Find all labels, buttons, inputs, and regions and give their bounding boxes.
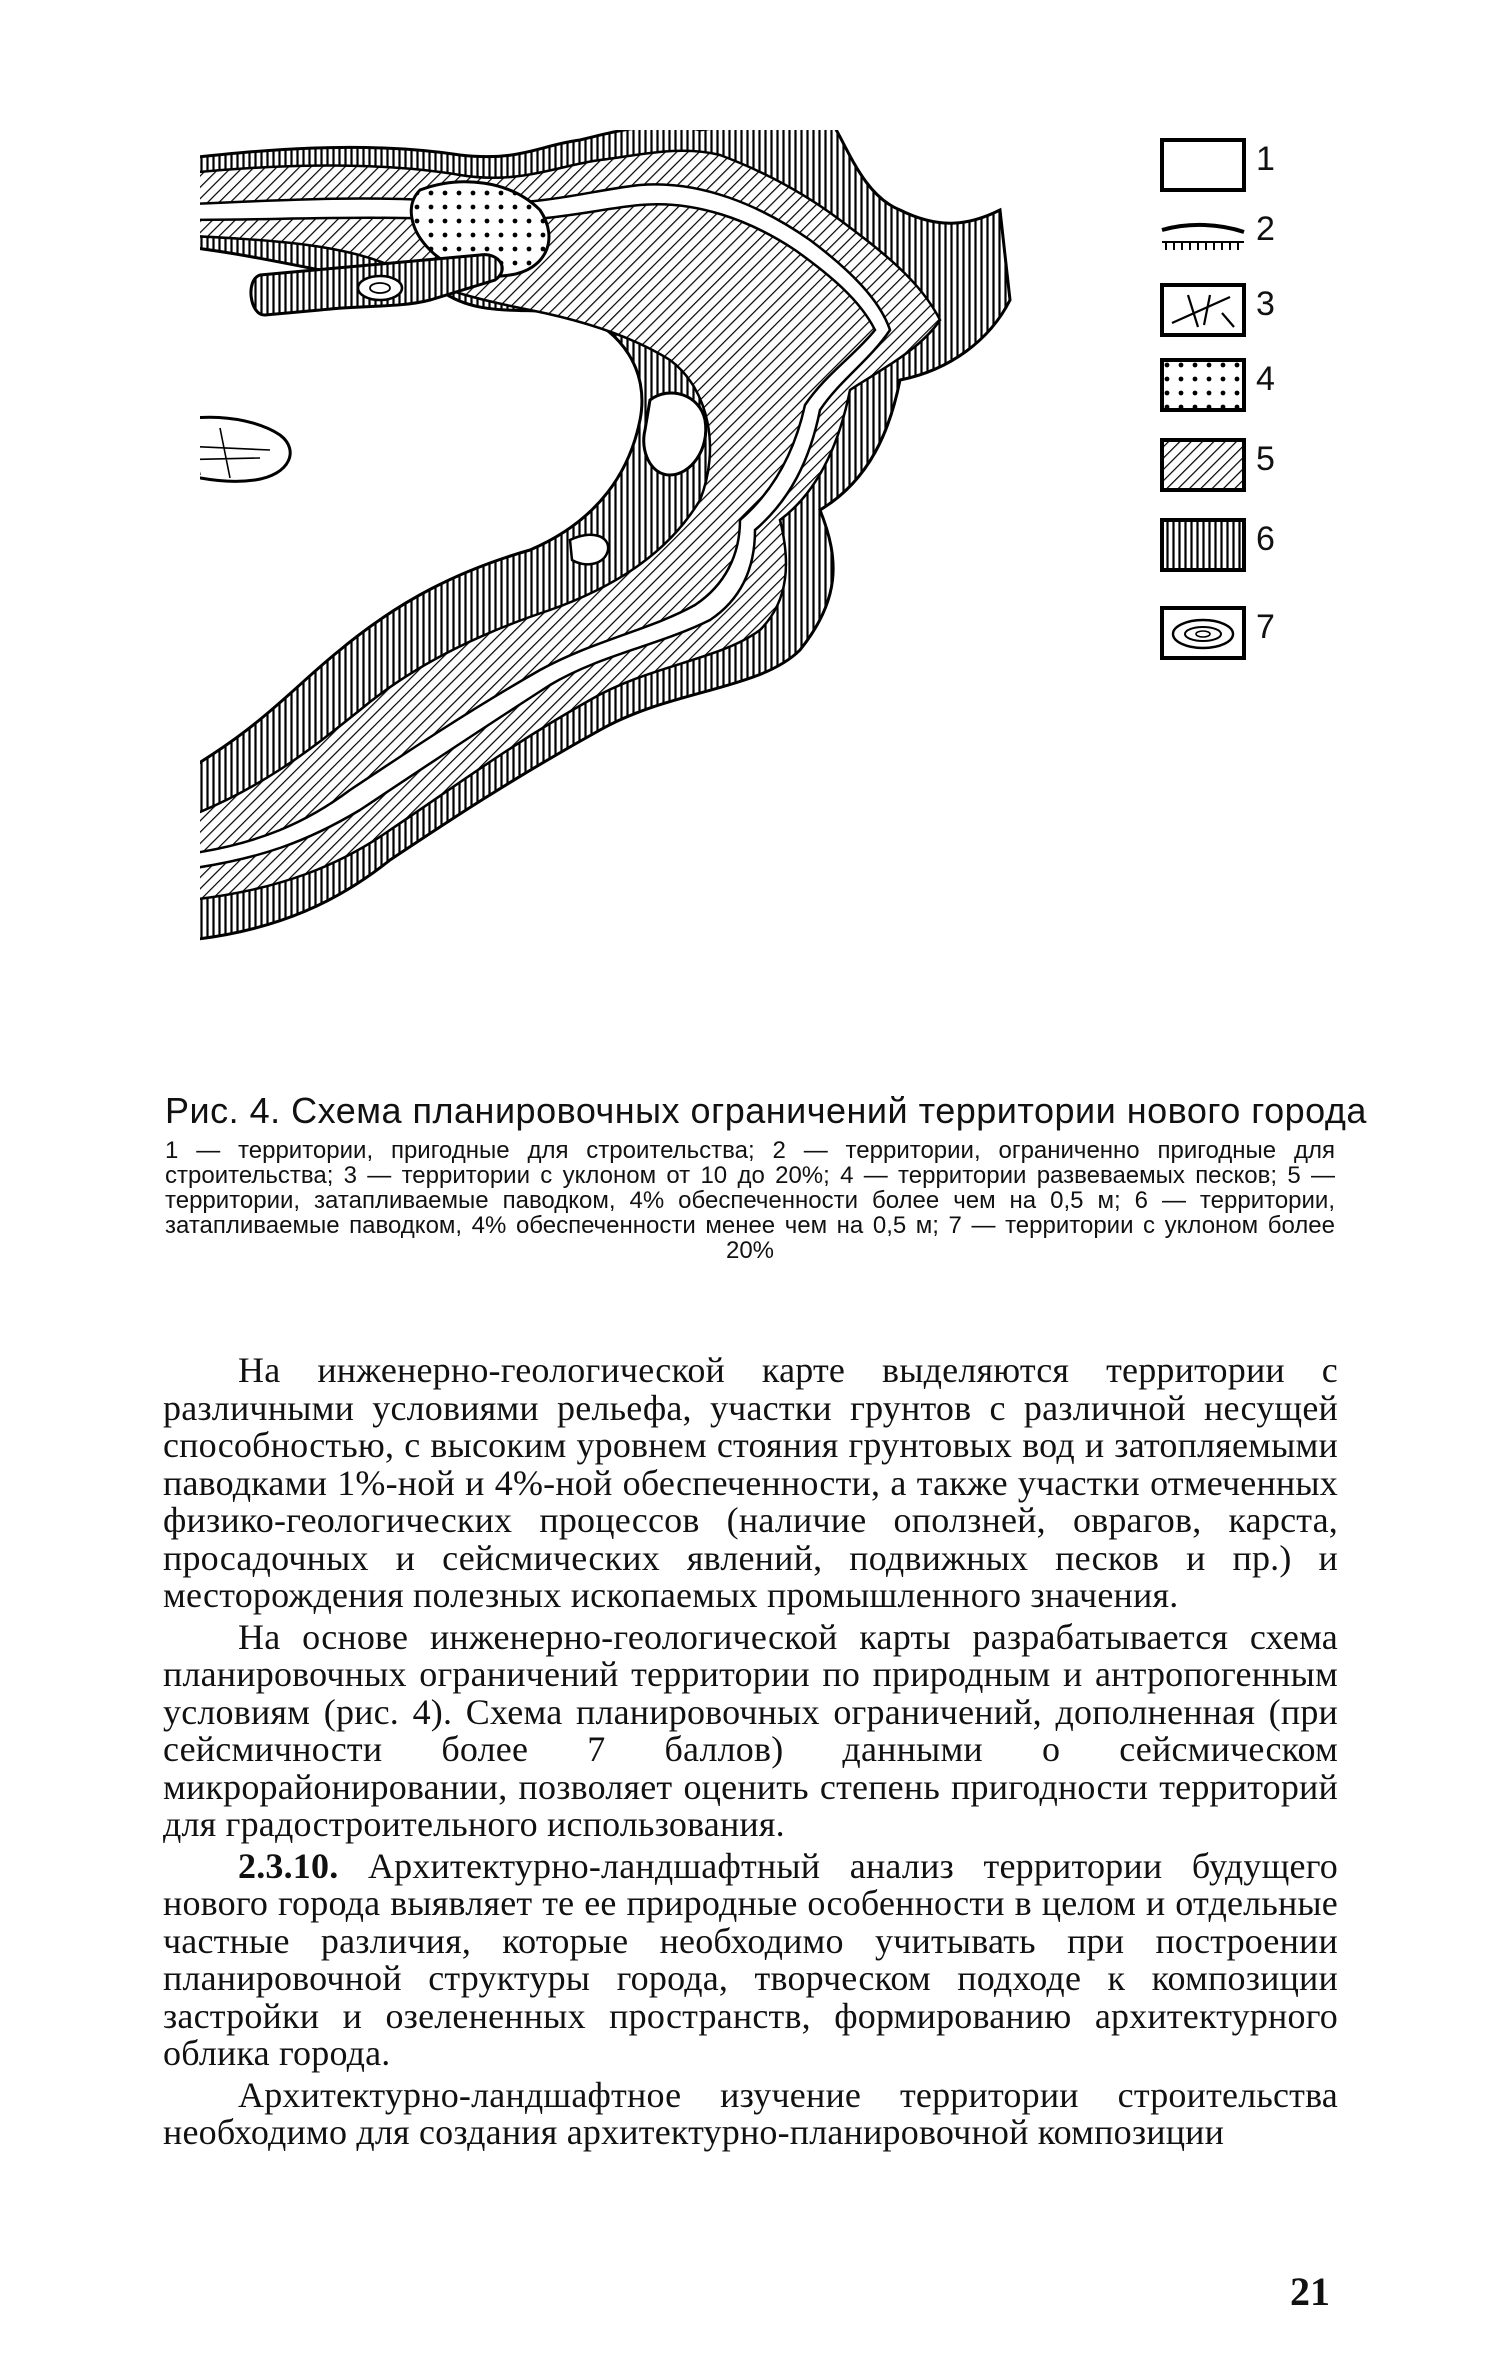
- legend-symbol-flood-under-05: [1160, 518, 1246, 572]
- body-text: [163, 1352, 1338, 2156]
- legend-number: 7: [1256, 608, 1275, 646]
- legend-symbol-sand: [1160, 358, 1246, 412]
- paragraph: [163, 2074, 1338, 2152]
- section-paragraph: [163, 1845, 1338, 2073]
- paragraph-text: На инженерно-геологической карте выделяются территории с различными условиями рельефа, участки грунтов с различной несущей способностью, с высоким уровнем стояния грунтовых вод и затопляемыми паводками 1%-ной и 4%-ной обеспеченности, а также участки отмеченных физико-геологических процессов (наличие оползней, оврагов, карста, просадочных и сейсмических явлений, подвижных песков и пр.) и месторождения полезных ископаемых промышленного значения.: [163, 1350, 1338, 1615]
- section-number: 2.3.10.: [238, 1845, 339, 1886]
- inner-lake-small: [570, 535, 608, 565]
- legend-item-3: [1160, 275, 1310, 345]
- legend-item-5: [1160, 430, 1310, 500]
- legend-number: 1: [1256, 140, 1275, 178]
- legend-item-6: [1160, 510, 1310, 580]
- planning-restrictions-map: [200, 130, 1320, 1060]
- legend-item-4: [1160, 350, 1310, 420]
- page-number: 21: [1290, 2269, 1330, 2314]
- figure-caption: [165, 1090, 1367, 1264]
- steep-slope-spot: [358, 276, 402, 300]
- legend-item-7: [1160, 598, 1310, 668]
- legend-number: 5: [1256, 440, 1275, 478]
- legend-symbol-limited: [1160, 208, 1246, 262]
- legend-symbol-slope-over-20: [1160, 606, 1246, 660]
- legend-item-2: [1160, 200, 1310, 270]
- paragraph: [163, 1352, 1338, 1615]
- legend-number: 2: [1256, 210, 1275, 248]
- legend-number: 4: [1256, 360, 1275, 398]
- legend-symbol-suitable: [1160, 138, 1246, 192]
- legend-number: 3: [1256, 285, 1275, 323]
- legend-number: 6: [1256, 520, 1275, 558]
- legend-item-1: [1160, 130, 1310, 200]
- caption-title: Рис. 4. Схема планировочных ограничений территории нового города: [165, 1090, 1367, 1131]
- legend-symbol-slope-10-20: [1160, 283, 1246, 337]
- paragraph: [163, 1616, 1338, 1844]
- paragraph-text: Архитектурно-ландшафтный анализ территории будущего нового города выявляет те ее природные особенности в целом и отдельные частные различия, которые необходимо учитывать при построении планировочной структуры города, творческом подходе к композиции застройки и озелененных пространств, формированию архитектурного облика города.: [163, 1845, 1338, 2073]
- legend-symbol-flood-over-05: [1160, 438, 1246, 492]
- paragraph-text: Архитектурно-ландшафтное изучение территории строительства необходимо для создания архитектурно-планировочной композиции: [163, 2074, 1338, 2152]
- caption-legend: 1 — территории, пригодные для строительства; 2 — территории, ограниченно пригодные для строительства; 3 — территории с уклоном от 10 до 20%; 4 — территории развеваемых песков; 5 — территории, затапливаемые паводком, 4% обеспеченности более чем на 0,5 м; 6 — территории, затапливаемые паводком, 4% обеспеченности менее чем на 0,5 м; 7 — территории с уклоном более 20%: [165, 1137, 1335, 1264]
- paragraph-text: На основе инженерно-геологической карты разрабатывается схема планировочных ограничений территории по природным и антропогенным условиям (рис. 4). Схема планировочных ограничений, дополненная (при сейсмичности более 7 баллов) данными о сейсмическом микрорайонировании, позволяет оценить степень пригодности территорий для градостроительного использования.: [163, 1616, 1338, 1844]
- figure-4: [200, 130, 1320, 1060]
